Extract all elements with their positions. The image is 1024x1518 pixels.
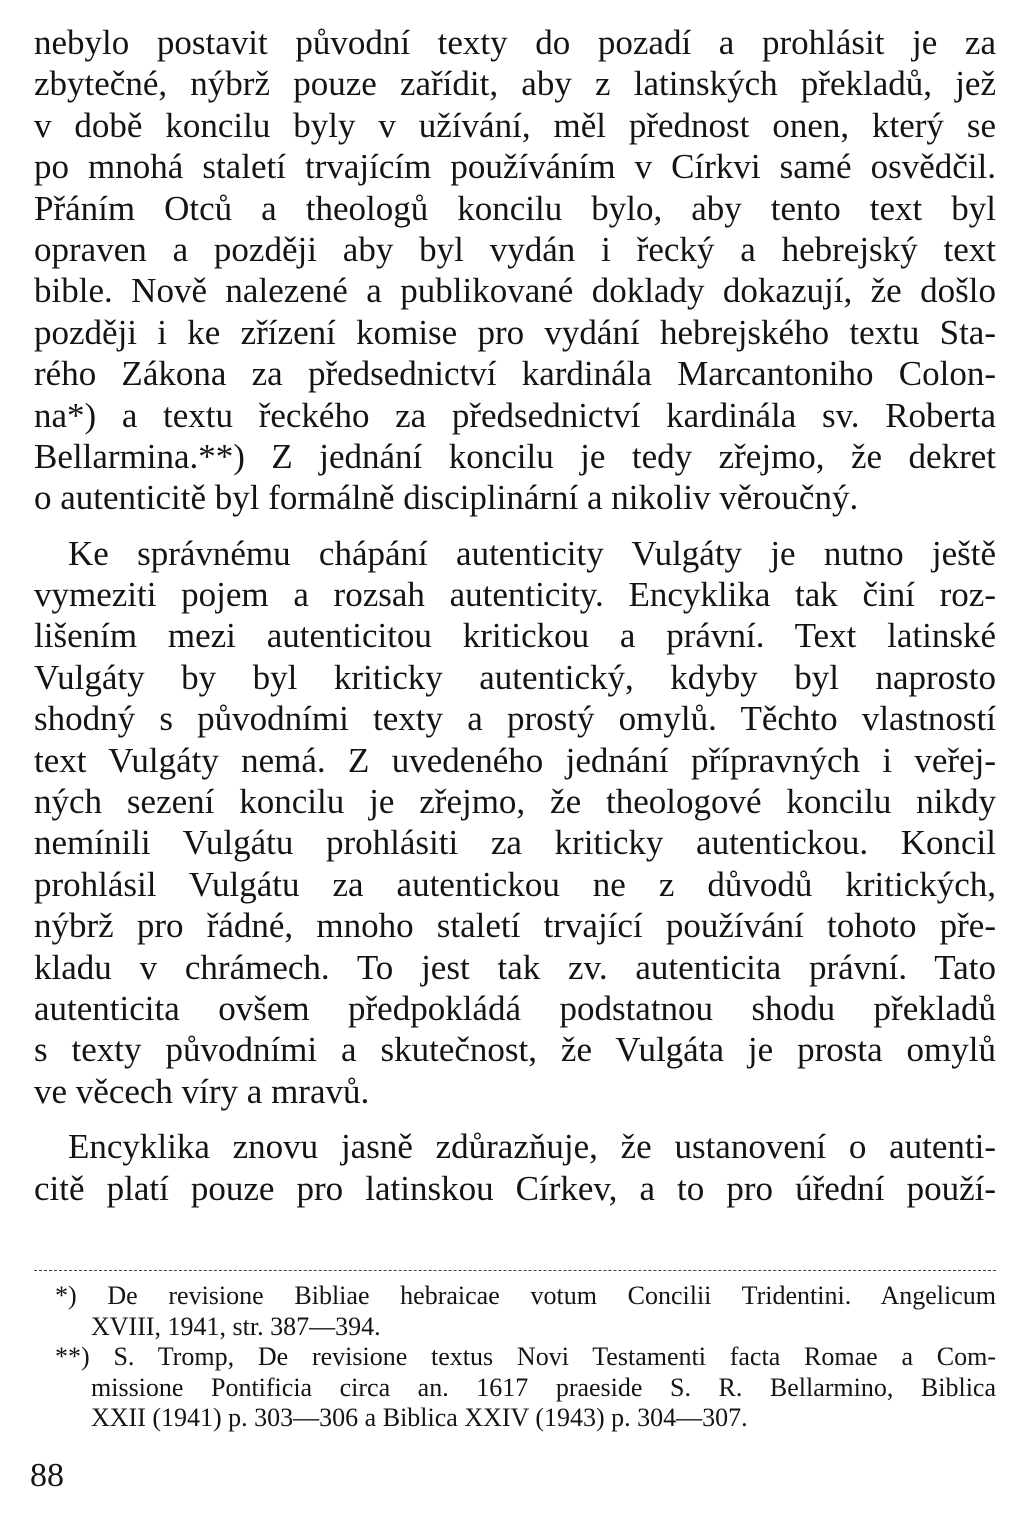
footnote-line: XXII (1941) p. 303—306 a Biblica XXIV (1943) p. 304—307. xyxy=(91,1403,748,1432)
text-line: kladu v chrámech. To jest tak zv. autenticita právní. Tato xyxy=(34,947,996,987)
text-line: opraven a později aby byl vydán i řecký a hebrejský text xyxy=(34,229,996,269)
footnote-line: *) De revisione Bibliae hebraicae votum Concilii Tridentini. Angelicum xyxy=(55,1281,996,1310)
footnote-divider xyxy=(34,1270,996,1271)
text-line: ných sezení koncilu je zřejmo, že theologové koncilu nikdy xyxy=(34,782,996,822)
text-line: citě platí pouze pro latinskou Církev, a to pro úřední použí- xyxy=(34,1168,996,1208)
text-line: Přáním Otců a theologů koncilu bylo, aby tento text byl xyxy=(34,188,996,228)
text-line: prohlásil Vulgátu za autentickou ne z důvodů kritických, xyxy=(34,864,996,904)
text-line: po mnohá staletí trvajícím používáním v Církvi samé osvědčil. xyxy=(34,147,996,187)
text-line: nebylo postavit původní texty do pozadí a prohlásit je za xyxy=(34,23,996,62)
text-line: Ke správnému chápání autenticity Vulgáty je nutno ještě xyxy=(68,533,996,573)
text-line: zbytečné, nýbrž pouze zařídit, aby z latinských překladů, jež xyxy=(34,64,996,104)
text-line: lišením mezi autenticitou kritickou a právní. Text latinské xyxy=(34,616,996,656)
footnote-line: **) S. Tromp, De revisione textus Novi Testamenti facta Romae a Com- xyxy=(55,1342,996,1371)
text-line: Vulgáty by byl kriticky autentický, kdyby byl naprosto xyxy=(34,657,996,697)
text-line: nemínili Vulgátu prohlásiti za kriticky autentickou. Koncil xyxy=(34,823,996,863)
footnotes xyxy=(34,1281,996,1434)
text-line: bible. Nově nalezené a publikované doklady dokazují, že došlo xyxy=(34,271,996,311)
body-text xyxy=(34,22,996,1209)
text-line: později i ke zřízení komise pro vydání hebrejského textu Sta- xyxy=(34,312,996,352)
text-line: vymeziti pojem a rozsah autenticity. Encyklika tak činí roz- xyxy=(34,575,996,615)
text-line: o autenticitě byl formálně disciplinární a nikoliv věroučný. xyxy=(34,478,859,518)
paragraph-gap xyxy=(34,519,996,533)
text-line: Encyklika znovu jasně zdůrazňuje, že ustanovení o autenti- xyxy=(68,1127,996,1167)
paragraph-gap xyxy=(34,1112,996,1126)
footnote-line: missione Pontificia circa an. 1617 praeside S. R. Bellarmino, Biblica xyxy=(91,1372,996,1402)
text-line: s texty původními a skutečnost, že Vulgáta je prosta omylů xyxy=(34,1030,996,1070)
text-line: shodný s původními texty a prostý omylů. Těchto vlastností xyxy=(34,699,996,739)
text-line: nýbrž pro řádné, mnoho staletí trvající používání tohoto pře- xyxy=(34,906,996,946)
text-line: ve věcech víry a mravů. xyxy=(34,1071,370,1111)
text-line: na*) a textu řeckého za předsednictví kardinála sv. Roberta xyxy=(34,395,996,435)
text-line: autenticita ovšem předpokládá podstatnou shodu překladů xyxy=(34,988,996,1028)
text-line: rého Zákona za předsednictví kardinála Marcantoniho Colon- xyxy=(34,354,996,394)
footnote-line: XVIII, 1941, str. 387—394. xyxy=(91,1311,381,1341)
text-line: v době koncilu byly v užívání, měl přednost onen, který se xyxy=(34,105,996,145)
text-line: text Vulgáty nemá. Z uvedeného jednání přípravných i veřej- xyxy=(34,740,996,780)
page-number: 88 xyxy=(30,1457,64,1494)
text-line: Bellarmina.**) Z jednání koncilu je tedy zřejmo, že dekret xyxy=(34,436,996,476)
